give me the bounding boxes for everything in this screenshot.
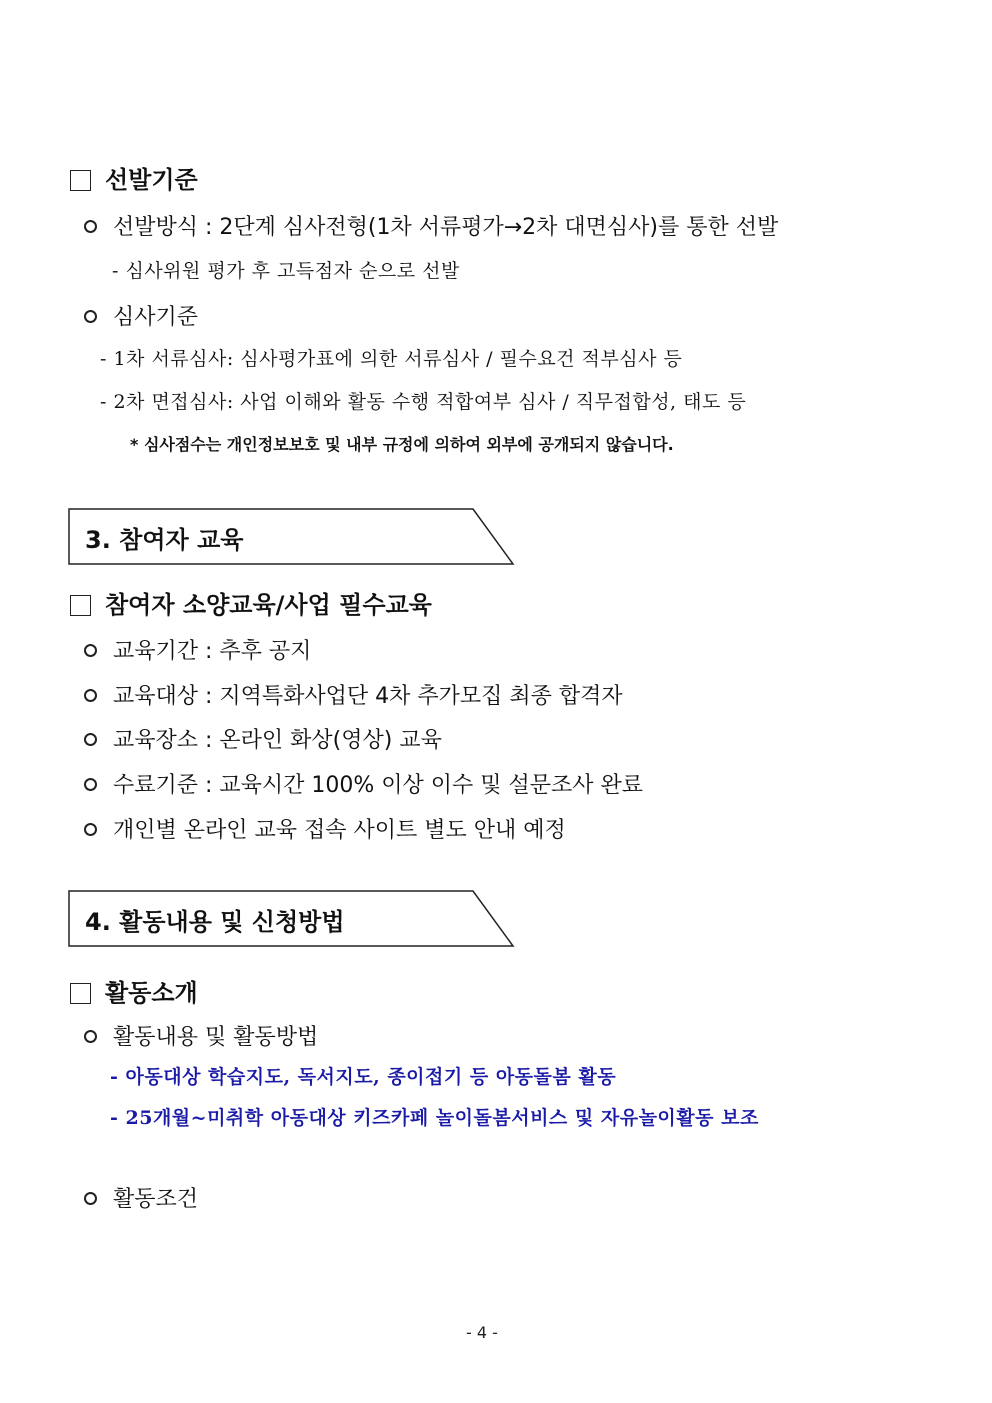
education-target-item: 교육대상 : 지역특화사업단 4차 추가모집 최종 합격자	[84, 679, 623, 710]
online-site-item: 개인별 온라인 교육 접속 사이트 별도 안내 예정	[84, 813, 566, 844]
section4-title-box	[68, 890, 516, 948]
circle-bullet-icon	[84, 823, 97, 836]
activity-line-2: - 25개월~미취학 아동대상 키즈카페 놀이돌봄서비스 및 자유놀이활동 보조	[110, 1107, 759, 1129]
circle-bullet-icon	[84, 1030, 97, 1043]
activity-line-1: - 아동대상 학습지도, 독서지도, 종이접기 등 아동돌봄 활동	[110, 1066, 617, 1088]
education-period-item: 교육기간 : 추후 공지	[84, 634, 311, 665]
section3-title: 3. 참여자 교육	[85, 526, 244, 554]
activity-method-item: 활동내용 및 활동방법	[84, 1020, 318, 1051]
circle-bullet-icon	[84, 310, 97, 323]
square-bullet-icon	[70, 983, 91, 1004]
disclosure-note: * 심사점수는 개인정보보호 및 내부 규정에 의하여 외부에 공개되지 않습니다.	[130, 435, 674, 454]
section3-title-box	[68, 508, 516, 566]
section4-heading: 활동소개	[70, 973, 198, 1008]
completion-criteria-item: 수료기준 : 교육시간 100% 이상 이수 및 설문조사 완료	[84, 768, 643, 799]
square-bullet-icon	[70, 170, 91, 191]
section4-title: 4. 활동내용 및 신청방법	[85, 908, 345, 936]
selection-method-item: 선발방식 : 2단계 심사전형(1차 서류평가→2차 대면심사)를 통한 선발	[84, 210, 778, 241]
circle-bullet-icon	[84, 1192, 97, 1205]
circle-bullet-icon	[84, 689, 97, 702]
selection-criteria-item: 심사기준	[84, 300, 198, 331]
circle-bullet-icon	[84, 220, 97, 233]
square-bullet-icon	[70, 595, 91, 616]
selection-method-sub: - 심사위원 평가 후 고득점자 순으로 선발	[112, 260, 460, 282]
circle-bullet-icon	[84, 778, 97, 791]
criteria-sub-2: - 2차 면접심사: 사업 이해와 활동 수행 적합여부 심사 / 직무접합성, 태도 등	[100, 391, 747, 413]
criteria-sub-1: - 1차 서류심사: 심사평가표에 의한 서류심사 / 필수요건 적부심사 등	[100, 348, 683, 370]
selection-heading: 선발기준	[70, 160, 198, 195]
page-number: - 4 -	[466, 1323, 498, 1342]
activity-conditions-item: 활동조건	[84, 1182, 198, 1213]
section3-heading: 참여자 소양교육/사업 필수교육	[70, 585, 432, 620]
education-place-item: 교육장소 : 온라인 화상(영상) 교육	[84, 723, 442, 754]
circle-bullet-icon	[84, 733, 97, 746]
circle-bullet-icon	[84, 644, 97, 657]
